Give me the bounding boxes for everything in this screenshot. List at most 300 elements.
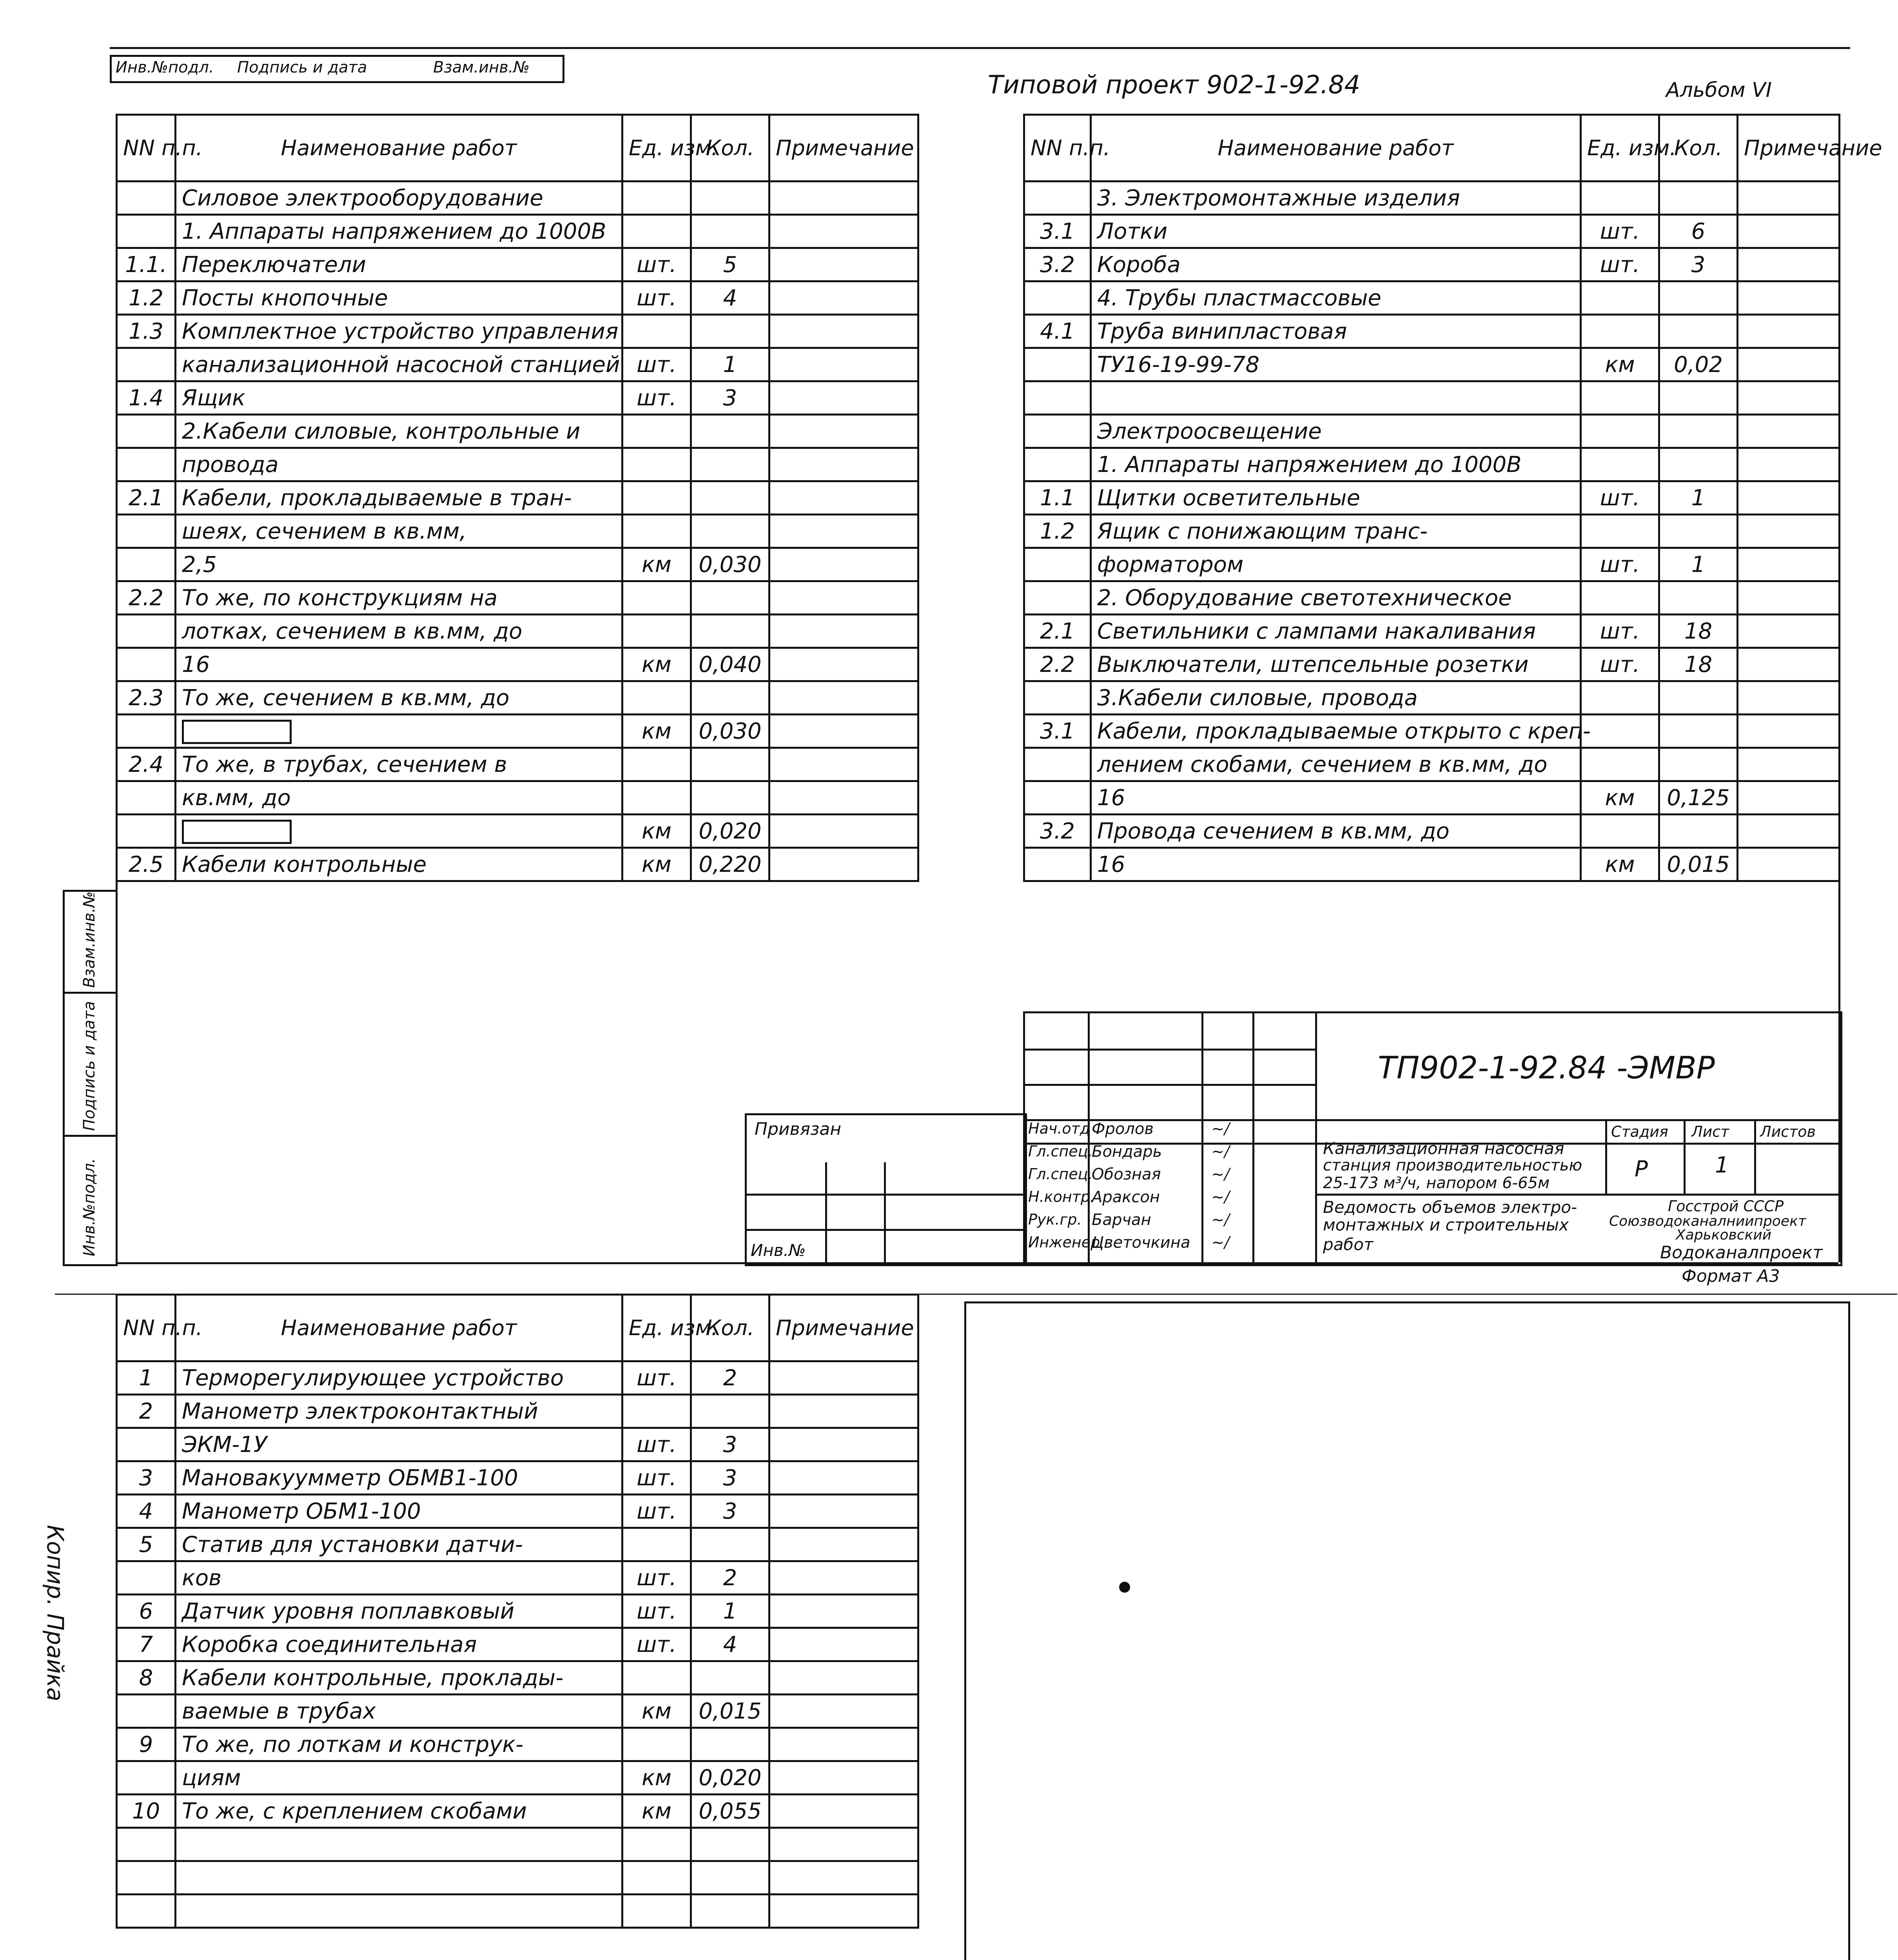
left-row (117, 581, 918, 615)
row-note (1738, 615, 1840, 648)
row-number: 2.4 (117, 748, 176, 781)
row-number (117, 348, 176, 381)
row-number (1024, 381, 1091, 415)
top-border (110, 47, 1850, 49)
row-name: То же, в трубах, сечением в (176, 748, 622, 781)
row-qty: 0,055 (691, 1795, 769, 1828)
row-name: Комплектное устройство управления (176, 315, 622, 348)
row-qty (691, 215, 769, 248)
row-name: Кабели, прокладываемые открыто с креп- (1091, 715, 1581, 748)
row-note (769, 1728, 918, 1761)
signer-role: Н.контр. (1028, 1188, 1095, 1205)
row-note (1738, 181, 1840, 215)
row-qty: 2 (691, 1361, 769, 1395)
row-note (1738, 848, 1840, 881)
row-name: Светильники с лампами накаливания (1091, 615, 1581, 648)
row-name: ЭКМ-1У (176, 1428, 622, 1461)
row-unit (1581, 581, 1659, 615)
row-name: Кабели, прокладываемые в тран- (176, 481, 622, 515)
signature-mark: ~/ (1211, 1211, 1230, 1229)
tb1-code: ТП902-1-92.84 -ЭМВР (1378, 1051, 1715, 1086)
row-number (117, 415, 176, 448)
row-note (1738, 815, 1840, 848)
row-qty (691, 748, 769, 781)
row-qty (691, 415, 769, 448)
row-unit: км (622, 1795, 691, 1828)
row-qty: 0,015 (1659, 848, 1738, 881)
row-note (769, 1495, 918, 1528)
row-qty (691, 581, 769, 615)
left-row (117, 381, 918, 415)
right-row (1024, 648, 1840, 681)
row-note (769, 348, 918, 381)
tb1-line (1315, 1194, 1840, 1196)
bottom-row (117, 1561, 918, 1595)
row-name: лотках, сечением в кв.мм, до (176, 615, 622, 648)
row-number: 2.2 (1024, 648, 1091, 681)
row-number (117, 615, 176, 648)
row-name: 16 (1091, 781, 1581, 815)
row-unit: км (1581, 781, 1659, 815)
row-name: кв.мм, до (176, 781, 622, 815)
bottom-row (117, 1528, 918, 1561)
right-row (1024, 248, 1840, 281)
row-number (117, 1695, 176, 1728)
row-number: 3 (117, 1461, 176, 1495)
row-qty: 18 (1659, 648, 1738, 681)
row-number: 2.1 (117, 481, 176, 515)
row-note (769, 1528, 918, 1561)
tied1-line (825, 1162, 827, 1264)
left-row (117, 415, 918, 448)
row-note (769, 1895, 918, 1928)
tb1-org-2: Харьковский (1676, 1227, 1772, 1243)
row-number (117, 515, 176, 548)
row-unit (1581, 415, 1659, 448)
row-name: Терморегулирующее устройство (176, 1361, 622, 1395)
right-row (1024, 315, 1840, 348)
row-name: Переключатели (176, 248, 622, 281)
row-number: 1 (117, 1361, 176, 1395)
row-note (769, 448, 918, 481)
row-name: Короба (1091, 248, 1581, 281)
row-note (1738, 581, 1840, 615)
right-row (1024, 281, 1840, 315)
row-qty: 0,040 (691, 648, 769, 681)
row-qty: 1 (1659, 548, 1738, 581)
bottom-row (117, 1461, 918, 1495)
tb1-inv: Инв.№ (751, 1241, 806, 1260)
row-number (1024, 281, 1091, 315)
row-qty: 3 (691, 1428, 769, 1461)
row-note (1738, 681, 1840, 715)
row-qty (1659, 815, 1738, 848)
left-binding-strip (63, 890, 118, 1266)
row-note (1738, 715, 1840, 748)
row-qty (1659, 315, 1738, 348)
row-name: Статив для установки датчи- (176, 1528, 622, 1561)
right-row (1024, 415, 1840, 448)
left-row (117, 648, 918, 681)
bottom-row (117, 1361, 918, 1395)
tb1-line (1025, 1084, 1315, 1086)
bottom-row (117, 1595, 918, 1628)
row-note (1738, 281, 1840, 315)
row-name: Посты кнопочные (176, 281, 622, 315)
blank-sheet-dot (1119, 1582, 1130, 1593)
tb1-desc-2: 25-173 м³/ч, напором 6-65м (1323, 1174, 1550, 1192)
row-name (176, 715, 622, 748)
row-note (769, 381, 918, 415)
col-note: Примечание (1738, 115, 1840, 181)
row-unit (1581, 715, 1659, 748)
tb1-line (1201, 1013, 1203, 1264)
row-note (769, 415, 918, 448)
row-name (176, 1828, 622, 1861)
row-qty (691, 615, 769, 648)
row-note (769, 1395, 918, 1428)
row-unit (622, 1661, 691, 1695)
row-number: 2.2 (117, 581, 176, 615)
row-note (1738, 348, 1840, 381)
col-name: Наименование работ (176, 1295, 622, 1361)
row-name: 16 (176, 648, 622, 681)
row-qty: 1 (1659, 481, 1738, 515)
row-qty (691, 1895, 769, 1928)
row-name: Манометр электроконтактный (176, 1395, 622, 1428)
row-number (117, 715, 176, 748)
row-number: 3.2 (1024, 248, 1091, 281)
row-note (1738, 215, 1840, 248)
row-note (769, 815, 918, 848)
row-unit (1581, 315, 1659, 348)
strip-repl-label: Взам.инв.№ (80, 891, 98, 988)
tb1-org-3: Водоканалпроект (1660, 1243, 1823, 1263)
row-unit: км (1581, 348, 1659, 381)
row-unit (1581, 815, 1659, 848)
tb1-line (1684, 1119, 1686, 1194)
empty-value-box (182, 820, 292, 844)
row-name: 16 (1091, 848, 1581, 881)
bottom-row (117, 1761, 918, 1795)
table-bottom-body (117, 1361, 918, 1928)
row-name (176, 1895, 622, 1928)
row-note (769, 781, 918, 815)
row-note (1738, 515, 1840, 548)
row-unit: шт. (1581, 215, 1659, 248)
tb1-stage: Р (1635, 1156, 1648, 1182)
row-qty (1659, 415, 1738, 448)
row-unit: шт. (1581, 648, 1659, 681)
row-number: 1.4 (117, 381, 176, 415)
row-qty: 1 (691, 1595, 769, 1628)
row-unit (622, 1395, 691, 1428)
row-qty (1659, 581, 1738, 615)
strip-inv: Инв.№подл. (116, 58, 214, 76)
row-number (117, 1861, 176, 1895)
row-name: Мановакуумметр ОБМВ1-100 (176, 1461, 622, 1495)
tb1-sheet-label: Лист (1691, 1123, 1729, 1140)
row-note (1738, 548, 1840, 581)
row-number (1024, 581, 1091, 615)
row-unit (622, 515, 691, 548)
row-number: 3.1 (1024, 715, 1091, 748)
row-name (176, 1861, 622, 1895)
row-qty: 18 (1659, 615, 1738, 648)
tb1-org-0: Госстрой СССР (1668, 1198, 1784, 1215)
row-note (769, 1361, 918, 1395)
right-row (1024, 748, 1840, 781)
strip-repl: Взам.инв.№ (433, 58, 530, 76)
row-number: 3.1 (1024, 215, 1091, 248)
signature-mark: ~/ (1211, 1188, 1230, 1206)
right-row (1024, 848, 1840, 881)
row-unit: шт. (622, 1495, 691, 1528)
row-note (769, 1861, 918, 1895)
strip-inv-label: Инв.№подл. (80, 1158, 98, 1256)
row-number: 4.1 (1024, 315, 1091, 348)
row-name: 2,5 (176, 548, 622, 581)
strip-sign: Подпись и дата (237, 58, 367, 76)
left-row (117, 848, 918, 881)
row-unit (622, 1828, 691, 1861)
row-note (769, 748, 918, 781)
row-unit (622, 215, 691, 248)
signer-name: Обозная (1092, 1165, 1161, 1183)
row-note (769, 681, 918, 715)
row-qty: 0,125 (1659, 781, 1738, 815)
row-unit: шт. (622, 1628, 691, 1661)
signer-role: Рук.гр. (1028, 1211, 1082, 1228)
row-note (769, 1828, 918, 1861)
right-row (1024, 215, 1840, 248)
right-row (1024, 681, 1840, 715)
row-unit: шт. (622, 1428, 691, 1461)
row-number: 7 (117, 1628, 176, 1661)
blank-sheet-frame (964, 1301, 1850, 1960)
row-unit: км (622, 648, 691, 681)
row-unit (622, 1528, 691, 1561)
left-row (117, 715, 918, 748)
row-number: 4 (117, 1495, 176, 1528)
row-unit: шт. (622, 1461, 691, 1495)
row-note (769, 215, 918, 248)
bottom-row (117, 1895, 918, 1928)
col-unit: Ед. изм. (622, 115, 691, 181)
row-note (769, 615, 918, 648)
left-row (117, 248, 918, 281)
row-note (1738, 415, 1840, 448)
row-number: 3.2 (1024, 815, 1091, 848)
row-qty: 0,220 (691, 848, 769, 881)
right-row (1024, 581, 1840, 615)
row-name: Коробка соединительная (176, 1628, 622, 1661)
row-note (1738, 381, 1840, 415)
row-name: То же, по лоткам и конструк- (176, 1728, 622, 1761)
row-number (117, 1561, 176, 1595)
row-number (1024, 681, 1091, 715)
tb1-org-1: Союзводоканалниипроект (1609, 1213, 1806, 1229)
left-row (117, 448, 918, 481)
tb1-sheet: 1 (1715, 1152, 1729, 1178)
row-note (1738, 781, 1840, 815)
row-name: Манометр ОБМ1-100 (176, 1495, 622, 1528)
tb1-title-1: монтажных и строительных (1323, 1215, 1569, 1234)
row-note (1738, 448, 1840, 481)
row-name: канализационной насосной станцией (176, 348, 622, 381)
col-qty: Кол. (691, 1295, 769, 1361)
signature-mark: ~/ (1211, 1165, 1230, 1183)
right-row (1024, 515, 1840, 548)
row-qty (1659, 281, 1738, 315)
signer-name: Барчан (1092, 1211, 1151, 1229)
row-number: 2.3 (117, 681, 176, 715)
row-unit (622, 748, 691, 781)
bottom-row (117, 1495, 918, 1528)
col-unit: Ед. изм. (1581, 115, 1659, 181)
row-qty (1659, 681, 1738, 715)
left-row (117, 181, 918, 215)
row-unit: шт. (622, 1361, 691, 1395)
row-note (769, 581, 918, 615)
table-bottom (116, 1294, 919, 1929)
row-qty (691, 1728, 769, 1761)
row-name: Лотки (1091, 215, 1581, 248)
row-qty (691, 448, 769, 481)
tied1-line (884, 1162, 886, 1264)
row-note (1738, 648, 1840, 681)
tied1-line (747, 1229, 1025, 1231)
signer-role: Нач.отд (1028, 1120, 1091, 1137)
row-number (117, 781, 176, 815)
row-unit: шт. (1581, 481, 1659, 515)
row-unit: км (622, 848, 691, 881)
strip-divider (65, 992, 116, 994)
row-note (769, 1795, 918, 1828)
tb1-line (1025, 1049, 1315, 1051)
row-qty (691, 181, 769, 215)
row-number (117, 181, 176, 215)
signer-name: Фролов (1092, 1120, 1154, 1138)
row-note (769, 315, 918, 348)
row-number: 10 (117, 1795, 176, 1828)
left-row (117, 481, 918, 515)
row-note (769, 1661, 918, 1695)
row-qty: 3 (691, 381, 769, 415)
document-title: Типовой проект 902-1-92.84 (988, 71, 1361, 100)
row-name (1091, 381, 1581, 415)
row-name: Выключатели, штепсельные розетки (1091, 648, 1581, 681)
bottom-row (117, 1628, 918, 1661)
right-row (1024, 781, 1840, 815)
row-qty (691, 481, 769, 515)
row-number (117, 1895, 176, 1928)
col-qty: Кол. (691, 115, 769, 181)
bottom-row (117, 1695, 918, 1728)
row-unit: шт. (622, 1595, 691, 1628)
row-name: Датчик уровня поплавковый (176, 1595, 622, 1628)
signer-role: Гл.спец. (1028, 1165, 1093, 1183)
tied-block-1 (745, 1113, 1027, 1266)
row-number (1024, 415, 1091, 448)
row-unit: км (622, 715, 691, 748)
signer-name: Цветочкина (1092, 1234, 1190, 1252)
tb1-desc-1: станция производительностью (1323, 1156, 1582, 1174)
row-qty (691, 515, 769, 548)
bottom-row (117, 1428, 918, 1461)
row-name: Кабели контрольные (176, 848, 622, 881)
signer-role: Гл.спец. (1028, 1143, 1093, 1160)
row-qty (1659, 515, 1738, 548)
row-unit: шт. (622, 348, 691, 381)
row-name: То же, сечением в кв.мм, до (176, 681, 622, 715)
row-qty: 2 (691, 1561, 769, 1595)
row-number (1024, 781, 1091, 815)
left-row (117, 515, 918, 548)
row-qty: 0,030 (691, 715, 769, 748)
row-note (769, 1428, 918, 1461)
row-note (769, 1695, 918, 1728)
row-name: Ящик (176, 381, 622, 415)
bottom-row (117, 1728, 918, 1761)
col-name: Наименование работ (1091, 115, 1581, 181)
left-row (117, 781, 918, 815)
row-note (769, 648, 918, 681)
left-row (117, 615, 918, 648)
row-unit: шт. (1581, 248, 1659, 281)
row-name: ТУ16-19-99-78 (1091, 348, 1581, 381)
row-unit (1581, 515, 1659, 548)
row-qty (691, 1395, 769, 1428)
row-name (176, 815, 622, 848)
row-unit: км (1581, 848, 1659, 881)
row-name: Ящик с понижающим транс- (1091, 515, 1581, 548)
tb1-line (1252, 1013, 1254, 1264)
row-note (769, 715, 918, 748)
strip-divider (65, 1135, 116, 1137)
row-qty (691, 781, 769, 815)
left-row (117, 815, 918, 848)
row-number (1024, 848, 1091, 881)
row-note (769, 1761, 918, 1795)
row-number: 1.3 (117, 315, 176, 348)
row-name: циям (176, 1761, 622, 1795)
row-unit: шт. (622, 281, 691, 315)
row-unit (622, 1895, 691, 1928)
row-number: 2.1 (1024, 615, 1091, 648)
row-name: форматором (1091, 548, 1581, 581)
row-unit (1581, 181, 1659, 215)
row-number (1024, 448, 1091, 481)
row-name: провода (176, 448, 622, 481)
row-number (117, 1761, 176, 1795)
row-qty: 3 (691, 1461, 769, 1495)
right-row (1024, 448, 1840, 481)
row-name: 4. Трубы пластмассовые (1091, 281, 1581, 315)
row-number: 1.1. (117, 248, 176, 281)
row-qty (1659, 748, 1738, 781)
row-number: 2 (117, 1395, 176, 1428)
signature-mark: ~/ (1211, 1143, 1230, 1161)
left-row (117, 315, 918, 348)
row-name: Провода сечением в кв.мм, до (1091, 815, 1581, 848)
row-unit: км (622, 815, 691, 848)
row-name: 1. Аппараты напряжением до 1000В (1091, 448, 1581, 481)
copy-note: Копир. Прайка (42, 1525, 69, 1702)
row-number: 1.2 (1024, 515, 1091, 548)
row-number (117, 648, 176, 681)
col-num: NN п.п. (117, 1295, 176, 1361)
